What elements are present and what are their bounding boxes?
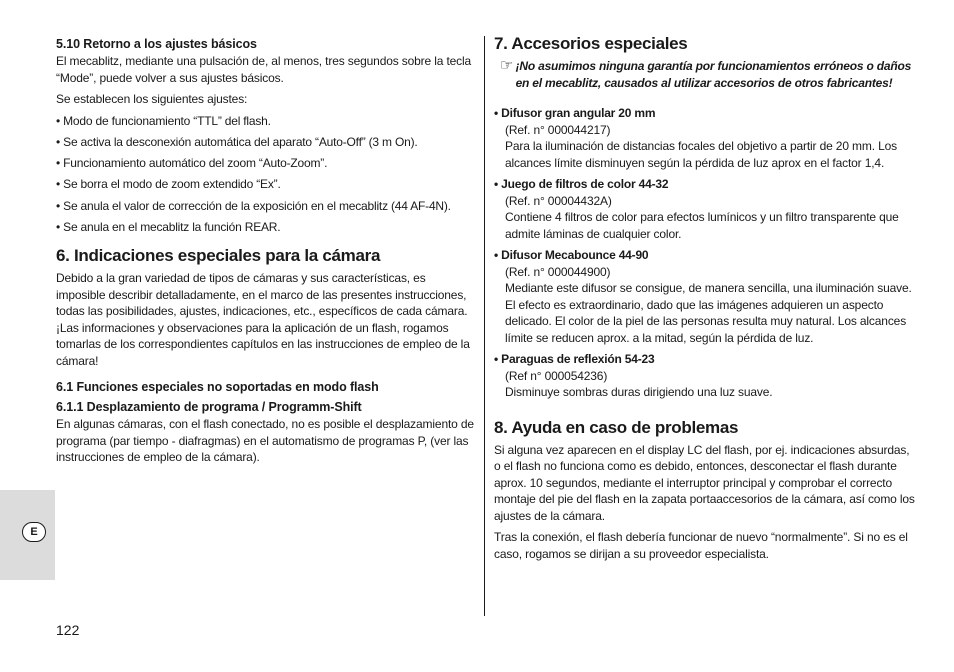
accessory-ref: (Ref. n° 000044900) [505,264,611,279]
paragraph-5-10-lead: Se establecen los siguientes ajustes: [56,92,248,106]
language-badge: E [22,522,46,542]
paragraph-section-6: Debido a la gran variedad de tipos de cámaras y sus características, es imposible describir detalladamente, en el marco de las presentes instrucciones, todas las posibilidades, ajustes, indicaciones, etc., específicos de cada cámara. ¡Las informaciones y observaciones para la aplicación de un flash, rogamos tomarlas de los correspondientes capítulos en las instrucciones de empleo de la cámara! [56,271,470,368]
heading-section-8: 8. Ayuda en caso de problemas [494,417,739,437]
accessory-title: • Difusor Mecabounce 44-90 [494,247,918,264]
heading-6-1-1: 6.1.1 Desplazamiento de programa / Programm-Shift [56,400,362,415]
left-column [56,37,476,471]
right-column [494,34,918,567]
paragraph-section-8-2: Tras la conexión, el flash debería funcionar de nuevo “normalmente”. Si no es el caso, rogamos se dirijan a su proveedor especialista. [494,530,908,561]
accessory-title: • Difusor gran angular 20 mm [494,105,918,122]
accessory-item [494,247,918,346]
heading-5-10: 5.10 Retorno a los ajustes básicos [56,37,257,51]
list-item: • Modo de funcionamiento “TTL” del flash. [56,113,476,130]
pointing-hand-icon: ☞ [500,57,514,74]
accessory-description: Mediante este difusor se consigue, de manera sencilla, una iluminación suave. El efecto es extraordinario, dado que las imágenes adquieren un aspecto delicado. El color de la piel de las personas resulta muy natural. Los alcances límite se reducen aprox. a la mitad, según la pérdida de luz. [505,281,912,345]
accessory-description: Para la iluminación de distancias focales del objetivo a partir de 20 mm. Los alcances límite disminuyen según la pérdida de luz aprox en el factor 1,4. [505,139,897,170]
paragraph-section-8-1: Si alguna vez aparecen en el display LC del flash, por ej. indicaciones absurdas, o el flash no funciona como es debido, entonces, desconectar el flash durante aprox. 10 segundos, mediante el interruptor principal y comprobar el correcto montaje del pie del flash en la zapata portaaccesorios de la cámara, así como los ajustes de la cámara. [494,442,915,523]
page-number: 122 [56,622,80,638]
heading-section-7: 7. Accesorios especiales [494,34,688,53]
accessory-title: • Paraguas de reflexión 54-23 [494,351,918,368]
accessory-title: • Juego de filtros de color 44-32 [494,176,918,193]
basic-settings-list [56,113,476,236]
list-item: • Se anula en el mecablitz la función REAR. [56,219,476,236]
heading-6-1: 6.1 Funciones especiales no soportadas en modo flash [56,380,379,395]
heading-section-6: 6. Indicaciones especiales para la cámara [56,246,381,266]
warning-note [494,58,918,91]
accessory-ref: (Ref. n° 00004432A) [505,193,612,208]
paragraph-5-10-intro: El mecablitz, mediante una pulsación de, al menos, tres segundos sobre la tecla “Mode”, puede volver a sus ajustes básicos. [56,54,472,85]
list-item: • Se anula el valor de corrección de la exposición en el mecablitz (44 AF-4N). [56,198,476,215]
paragraph-6-1-1: En algunas cámaras, con el flash conectado, no es posible el desplazamiento de programa (par tiempo - diafragmas) en el automatismo de programas P, (ver las instrucciones de empleo de la cámara). [56,417,474,465]
accessory-ref: (Ref. n° 000044217) [505,122,611,137]
accessory-item [494,351,918,401]
accessory-item [494,105,918,171]
column-divider [484,36,485,616]
accessory-ref: (Ref n° 000054236) [505,368,608,383]
list-item: • Se borra el modo de zoom extendido “Ex”. [56,176,476,193]
list-item: • Se activa la desconexión automática del aparato “Auto-Off” (3 m On). [56,134,476,151]
warning-text: ¡No asumimos ninguna garantía por funcionamientos erróneos o daños en el mecablitz, causados al utilizar accesorios de otros fabricantes! [515,59,912,90]
list-item: • Funcionamiento automático del zoom “Auto-Zoom”. [56,155,476,172]
accessory-description: Disminuye sombras duras dirigiendo una luz suave. [505,385,773,399]
accessory-item [494,176,918,242]
accessory-description: Contiene 4 filtros de color para efectos lumínicos y un filtro transparente que admite láminas de cualquier color. [505,210,899,241]
